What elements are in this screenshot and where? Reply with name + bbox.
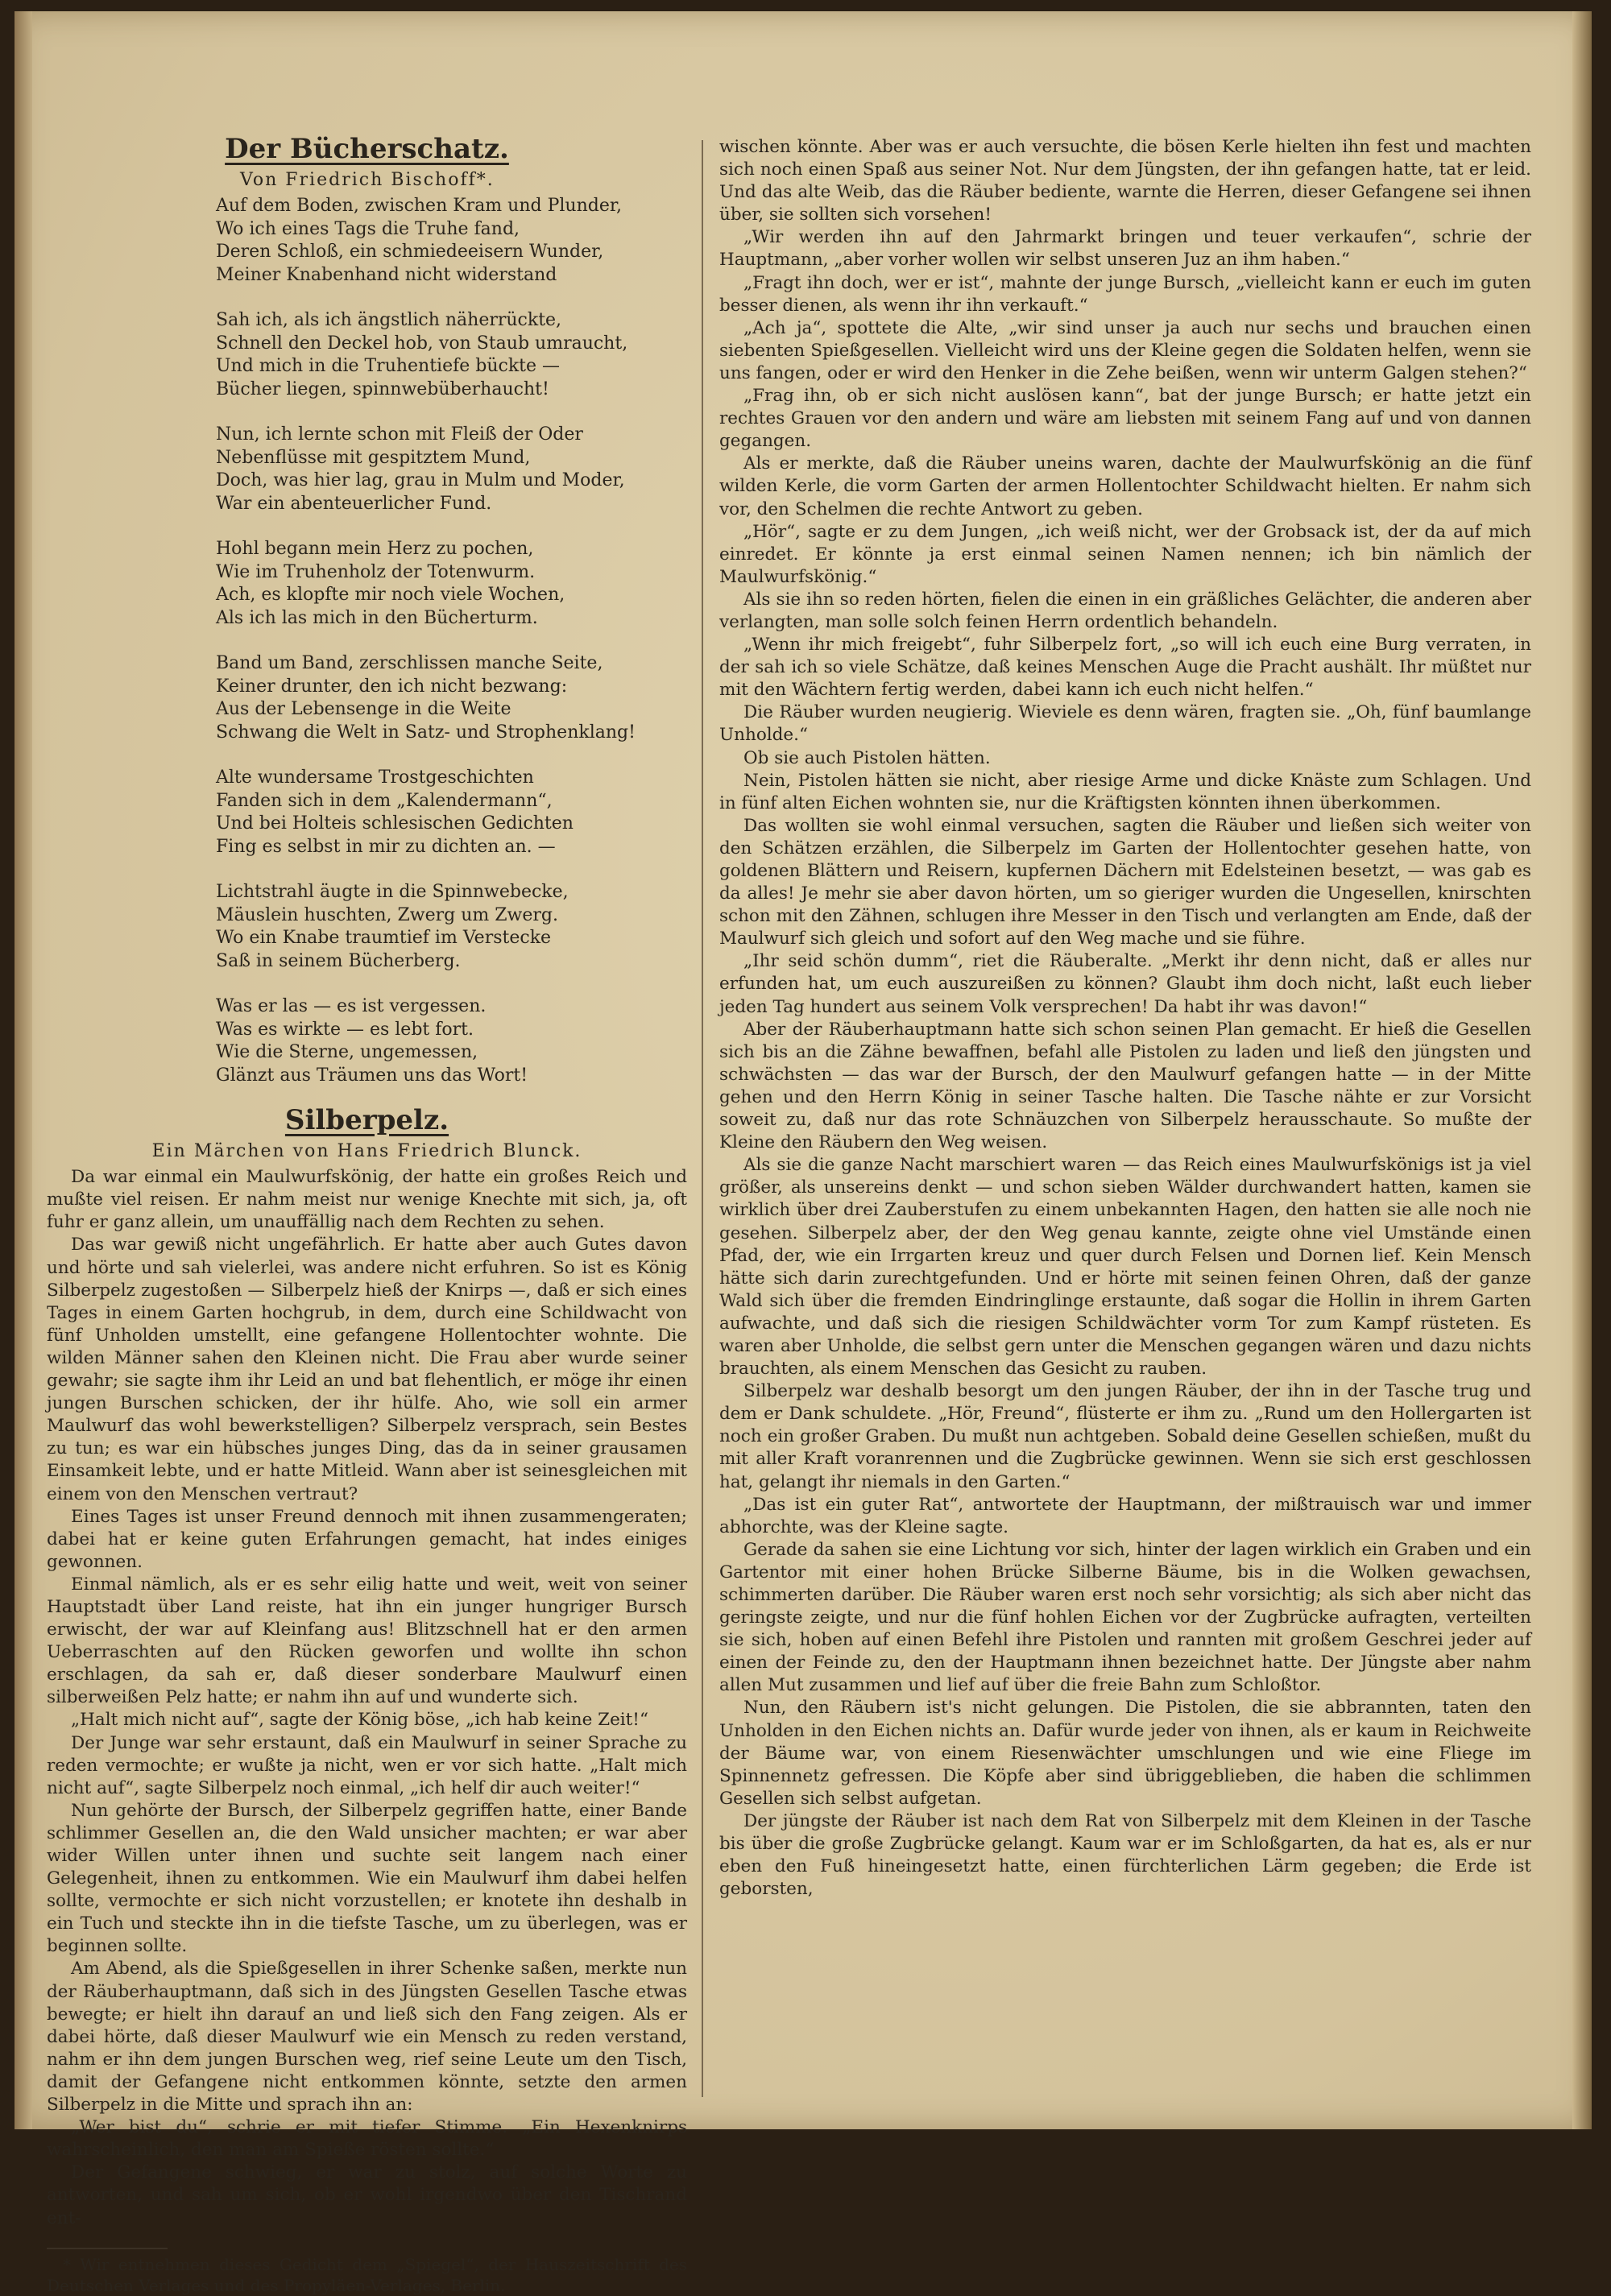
story-paragraph: „Halt mich nicht auf“, sagte der König böse, „ich hab keine Zeit!“ [71, 1710, 648, 1731]
story-paragraph: „Ach ja“, spottete die Alte, „wir sind unser ja auch nur sechs und brauchen einen siebenten Spießgesellen. Vielleicht wird uns der Kleine gegen die Soldaten helfen, wenn sie uns fangen, oder er wird den Henker in die Zehe beißen, wenn wir unterm Galgen stehen?“ [719, 317, 1531, 383]
story-byline: Ein Märchen von Hans Friedrich Blunck. [151, 1141, 582, 1162]
story-paragraph: „Frag ihn, ob er sich nicht auslösen kann“, bat der junge Bursch; er hatte jetzt ein rechtes Grauen vor den andern und wäre am liebsten mit seinem Fang auf und von dannen gegangen. [719, 386, 1531, 452]
story-paragraph: Einmal nämlich, als er es sehr eilig hatte und weit, weit von seiner Hauptstadt über Land reiste, hat ihn ein junger hungriger Bursch erwischt, der war auf Kleinfang aus! Blitzschnell hat er den armen Ueberraschten auf den Rücken geworfen und wollte ihn schon erschlagen, da sah er, daß dieser sonderbare Maulwurf einen silberweißen Pelz hatte; er nahm ihn auf und wunderte sich. [47, 1574, 687, 1708]
poem-line: Was es wirkte — es lebt fort. [216, 1019, 474, 1040]
poem-line: Lichtstrahl äugte in die Spinnwebecke, [216, 882, 569, 903]
poem-stanza [216, 881, 687, 973]
footnote-rule [47, 2248, 168, 2249]
story-paragraph: Aber der Räuberhauptmann hatte sich schon seinen Plan gemacht. Er hieß die Gesellen sich bis an die Zähne bewaffnen, befahl alle Pistolen zu laden und ließ den jüngsten und schwächsten — das war der Bursch, der den Maulwurf gefangen hatte — in der Mitte gehen und den Herrn König in seiner Tasche halten. Die Tasche nähte er zur Vorsicht soweit zu, daß nur das rote Schnäuzchen von Silberpelz herausschaute. So mußte der Kleine den Räubern den Weg weisen. [719, 1019, 1531, 1153]
poem-line: Wie im Truhenholz der Totenwurm. [216, 561, 536, 582]
poem-line: Glänzt aus Träumen uns das Wort! [216, 1065, 528, 1086]
poem-line: Wo ich eines Tags die Truhe fand, [216, 218, 520, 239]
story-paragraph: „Wenn ihr mich freigebt“, fuhr Silberpelz fort, „so will ich euch eine Burg verraten, in der sah ich so viele Schätze, daß keines Menschen Auge die Pracht aushält. Ihr müßtet nur mit den Wächtern fertig werden, dabei kann ich euch nicht helfen.“ [719, 635, 1531, 701]
poem-line: Aus der Lebensenge in die Weite [216, 699, 511, 720]
poem-line: Schnell den Deckel hob, von Staub umraucht, [216, 333, 628, 354]
story-paragraph: Der jüngste der Räuber ist nach dem Rat von Silberpelz mit dem Kleinen in der Tasche bis über die große Zugbrücke gelangt. Kaum war er im Schloßgarten, da hat es, als er nur eben den Fuß hineingesetzt hatte, einen fürchterlichen Lärm gegeben; die Erde ist geborsten, [719, 1810, 1531, 1900]
story-paragraph: Die Räuber wurden neugierig. Wieviele es denn wären, fragten sie. „Oh, fünf baumlange Unholde.“ [719, 702, 1531, 746]
newspaper-page [14, 11, 1592, 2295]
poem-stanza [216, 995, 687, 1087]
page-edge [1572, 11, 1592, 2129]
poem-line: Und bei Holteis schlesischen Gedichten [216, 813, 574, 834]
poem-line: Sah ich, als ich ängstlich näherrückte, [216, 310, 562, 331]
poem-line: War ein abenteuerlicher Fund. [216, 493, 492, 514]
poem-line: Auf dem Boden, zwischen Kram und Plunder, [216, 196, 622, 217]
column-divider [702, 140, 703, 2097]
story-paragraph: Der Junge war sehr erstaunt, daß ein Maulwurf in seiner Sprache zu reden vermochte; er wußte ja nicht, wen er vor sich hatte. „Halt mich nicht auf“, sagte Silberpelz noch einmal, „ich helf dir auch weiter!“ [47, 1732, 687, 1798]
left-column [47, 132, 687, 2295]
story-paragraph: „Hör“, sagte er zu dem Jungen, „ich weiß nicht, wer der Grobsack ist, der da auf mich einredet. Er könnte ja erst einmal seinen Namen nennen; ich bin nämlich der Maulwurfskönig.“ [719, 521, 1531, 587]
poem-line: Alte wundersame Trostgeschichten [216, 767, 534, 788]
story-paragraph: Als sie ihn so reden hörten, fielen die einen in ein gräßliches Gelächter, die anderen aber verlangten, man solle solch feinen Herrn ordentlich behandeln. [719, 589, 1531, 632]
poem-stanza [216, 652, 687, 744]
poem-line: Und mich in die Truhentiefe bückte — [216, 356, 561, 377]
story-paragraph: Der Gefangene schwieg, er war zu stolz, auf solche Worte zu antworten, und sah um sich, ob er wohl irgendwo über den Tischrand ent- [47, 2162, 687, 2228]
story-paragraph: „Das ist ein guter Rat“, antwortete der Hauptmann, der mißtrauisch war und immer abhorchte, was der Kleine sagte. [719, 1494, 1531, 1537]
poem-stanza [216, 309, 687, 401]
poem-line: Fing es selbst in mir zu dichten an. — [216, 836, 556, 857]
story-paragraph: „Ihr seid schön dumm“, riet die Räuberalte. „Merkt ihr denn nicht, daß er alles nur erfunden hat, um euch auszureißen zu können? Glaubt ihm doch nicht, laßt euch lieber jeden Tag hundert aus seinem Volk versprechen! Da habt ihr was davon!“ [719, 951, 1531, 1017]
poem-line: Band um Band, zerschlissen manche Seite, [216, 653, 603, 674]
story-paragraph: Nun, den Räubern ist's nicht gelungen. Die Pistolen, die sie abbrannten, taten den Unholden in den Eichen nichts an. Dafür wurde jeder von ihnen, als er kaum in Reichweite der Bäume war, von einem Riesenwächter umschlungen und wie eine Fliege im Spinnennetz gefressen. Die Köpfe aber sind übriggeblieben, die haben die schlimmen Gesellen sich selbst aufgetan. [719, 1698, 1531, 1809]
poem-line: Meiner Knabenhand nicht widerstand [216, 264, 557, 285]
story-paragraph: Das war gewiß nicht ungefährlich. Er hatte aber auch Gutes davon und hörte und sah vielerlei, was andere nicht erfuhren. So ist es König Silberpelz zugestoßen — Silberpelz hieß der Knirps —, daß er sich eines Tages in einem Garten hochgrub, in dem, durch eine Schildwacht von fünf Unholden umstellt, eine gefangene Hollentochter wohnte. Die wilden Männer sahen den Kleinen nicht. Die Frau aber wurde seiner gewahr; sie sagte ihm ihr Leid an und bat flehentlich, er möge ihr einen jungen Burschen schicken, der ihr hülfe. Aho, wie soll ein armer Maulwurf das wohl bewerkstelligen? Silberpelz versprach, sein Bestes zu tun; es war ein hübsches junges Ding, das da in seiner grausamen Einsamkeit lebte, und er hatte Mitleid. Wann aber ist seinesgleichen mit einem von den Menschen vertraut? [47, 1235, 687, 1504]
story-paragraph: Silberpelz war deshalb besorgt um den jungen Räuber, der ihn in der Tasche trug und dem er Dank schuldete. „Hör, Freund“, flüsterte er ihm zu. „Rund um den Hollergarten ist noch ein großer Graben. Du mußt nun achtgeben. Sobald deine Gesellen schießen, mußt du mit aller Kraft voranrennen und die Zugbrücke gewinnen. Wenn sie sich erst geschlossen hat, gelangt ihr niemals in den Garten.“ [719, 1381, 1531, 1492]
poem-stanza [216, 538, 687, 630]
poem-stanza [216, 424, 687, 515]
right-column [719, 136, 1531, 2081]
poem-line: Mäuslein huschten, Zwerg um Zwerg. [216, 904, 558, 925]
poem-line: Keiner drunter, den ich nicht bezwang: [216, 676, 568, 697]
poem-title: Der Bücherschatz. [225, 133, 509, 165]
poem-line: Doch, was hier lag, grau in Mulm und Moder, [216, 470, 625, 491]
binding-gutter [14, 11, 32, 2129]
poem [47, 195, 687, 1087]
poem-line: Wo ein Knabe traumtief im Verstecke [216, 928, 552, 949]
poem-line: Schwang die Welt in Satz- und Strophenklang! [216, 722, 636, 743]
poem-line: Was er las — es ist vergessen. [216, 996, 487, 1017]
poem-line: Hohl begann mein Herz zu pochen, [216, 539, 534, 560]
poem-stanza [216, 195, 687, 287]
story-paragraph: Als sie die ganze Nacht marschiert waren — das Reich eines Maulwurfskönigs ist ja viel größer, als unsereins denkt — und schon sieben Wälder durchwandert hatten, kamen sie wirklich über drei Zauberstufen zu einem unbekannten Hagen, den hatten sie alle noch nie gesehen. Silberpelz aber, der den Weg genau kannte, zeigte ohne viel Umstände einen Pfad, der, wie ein Irrgarten kreuz und quer durch Felsen und Dornen lief. Kein Mensch hätte sich darin zurechtgefunden. Und er hörte mit seinen feinen Ohren, daß der ganze Wald sich über die fremden Eindringlinge erstaunte, daß sogar die Hollin in ihrem Garten aufwachte, und daß sich die riesigen Schildwächter vorm Tor zum Kampf rüsteten. Es waren aber Unholde, die selbst gern unter die Menschen gegangen wären und dazu nichts brauchten, als einem Menschen das Gesicht zu rauben. [719, 1155, 1531, 1380]
story-paragraph: Als er merkte, daß die Räuber uneins waren, dachte der Maulwurfskönig an die fünf wilden Kerle, die vorm Garten der armen Hollentochter Schildwacht hielten. Er nahm sich vor, den Schelmen die rechte Antwort zu geben. [719, 453, 1531, 519]
story-paragraph: „Fragt ihn doch, wer er ist“, mahnte der junge Bursch, „vielleicht kann er euch im guten besser dienen, als wenn ihr ihn verkauft.“ [719, 272, 1531, 316]
poem-line: Saß in seinem Bücherberg. [216, 950, 461, 971]
story-text [47, 1166, 687, 2229]
story-paragraph: Am Abend, als die Spießgesellen in ihrer Schenke saßen, merkte nun der Räuberhauptmann, daß sich in des Jüngsten Gesellen Tasche etwas bewegte; er hielt ihn darauf an und ließ sich den Fang zeigen. Als er dabei hörte, daß dieser Maulwurf wie ein Mensch zu reden verstand, nahm er ihn dem jungen Burschen weg, rief seine Leute um den Tisch, damit der Gefangene nicht entkommen könnte, setzte den armen Silberpelz in die Mitte und sprach ihn an: [47, 1959, 687, 2116]
story-paragraph: Nein, Pistolen hätten sie nicht, aber riesige Arme und dicke Knäste zum Schlagen. Und in fünf alten Eichen wohnten sie, nur die Kräftigsten könnten ihnen überkommen. [719, 770, 1531, 813]
story-paragraph: „Wer bist du“, schrie er mit tiefer Stimme. „Ein Hexenknirps wahrscheinlich, den man am Spieße rösten sollte.“ [47, 2117, 687, 2161]
poem-byline: Von Friedrich Bischoff*. [240, 170, 495, 190]
story-paragraph: Da war einmal ein Maulwurfskönig, der hatte ein großes Reich und mußte viel reisen. Er nahm meist nur wenige Knechte mit sich, ja, oft fuhr er ganz allein, um unauffällig nach dem Rechten zu sehen. [47, 1167, 687, 1233]
footnote: * Wir entnehmen dieses Gedicht dem „Spiegel“, der Hauszeitschrift des Deutschen Verlages und des Propyläen-Verlages, Berlin. [47, 2254, 687, 2295]
poem-line: Wie die Sterne, ungemessen, [216, 1042, 478, 1063]
story-paragraph: Eines Tages ist unser Freund dennoch mit ihnen zusammengeraten; dabei hat er keine guten Erfahrungen gemacht, hat indes einiges gewonnen. [47, 1506, 687, 1572]
poem-line: Ach, es klopfte mir noch viele Wochen, [216, 585, 565, 606]
poem-line: Fanden sich in dem „Kalendermann“, [216, 790, 553, 811]
story-paragraph: „Wir werden ihn auf den Jahrmarkt bringen und teuer verkaufen“, schrie der Hauptmann, „aber vorher wollen wir selbst unseren Juz an ihm haben.“ [719, 227, 1531, 271]
poem-line: Nun, ich lernte schon mit Fleiß der Oder [216, 424, 583, 445]
poem-stanza [216, 767, 687, 858]
poem-line: Als ich las mich in den Bücherturm. [216, 607, 538, 628]
story-paragraph: Nun gehörte der Bursch, der Silberpelz gegriffen hatte, einer Bande schlimmer Gesellen an, die den Wald unsicher machten; er war aber wider Willen unter ihnen und suchte seit langem nach einer Gelegenheit, ihnen zu entkommen. Wie ein Maulwurf ihm dabei helfen sollte, vermochte er sich nicht vorzustellen; er knotete ihn deshalb in ein Tuch und steckte ihn in die tiefste Tasche, um zu überlegen, was er beginnen sollte. [47, 1800, 687, 1957]
poem-line: Bücher liegen, spinnwebüberhaucht! [216, 379, 549, 399]
story-paragraph: Das wollten sie wohl einmal versuchen, sagten die Räuber und ließen sich weiter von den Schätzen erzählen, die Silberpelz im Garten der Hollentochter gesehen hatte, von goldenen Blättern und Reisern, kupfernen Dächern mit Edelsteinen besetzt, — was gab es da alles! Je mehr sie aber davon hörten, um so gieriger wurden die Ungesellen, knirschten schon mit den Zähnen, schlugen ihre Messer in den Tisch und verlangten am Ende, daß der Maulwurf sich gleich und sofort auf den Weg mache und sie führe. [719, 815, 1531, 949]
story-paragraph: wischen könnte. Aber was er auch versuchte, die bösen Kerle hielten ihn fest und machten sich noch einen Spaß aus seiner Not. Nur dem Jüngsten, der ihn gefangen hatte, tat er leid. Und das alte Weib, das die Räuber bediente, warnte die Herren, dieser Gefangene sei ihnen über, sie sollten sich vorsehen! [719, 137, 1531, 225]
poem-line: Deren Schloß, ein schmiedeeisern Wunder, [216, 242, 604, 263]
story-title: Silberpelz. [284, 1104, 449, 1137]
story-paragraph: Ob sie auch Pistolen hätten. [743, 747, 991, 768]
story-paragraph: Gerade da sahen sie eine Lichtung vor sich, hinter der lagen wirklich ein Graben und ein Gartentor mit einer hohen Brücke Silberne Bäume, bis in die Wolken gewachsen, schimmerten darüber. Die Räuber waren erst noch sehr vorsichtig; als sich aber nicht das geringste zeigte, und nur die fünf hohlen Eichen vor der Zugbrücke aufragten, verteilten sie sich, hoben auf einen Befehl ihre Pistolen und rannten mit großem Geschrei jeder auf einen der Feinde zu, den der Hauptmann ihnen bezeichnet hatte. Der Jüngste aber nahm allen Mut zusammen und lief auf über die freie Bahn zum Schloßtor. [719, 1539, 1531, 1696]
poem-line: Nebenflüsse mit gespitztem Mund, [216, 447, 531, 468]
